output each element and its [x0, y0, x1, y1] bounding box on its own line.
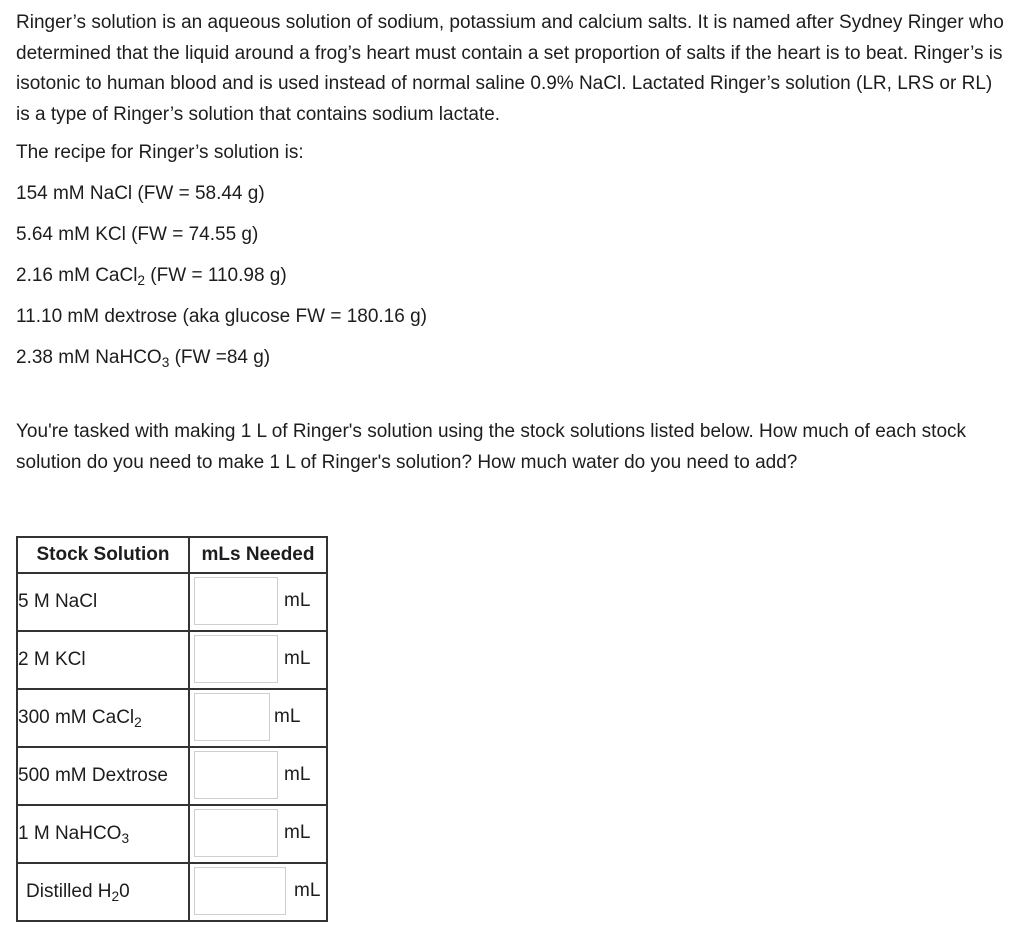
- ml-entry-cell: [189, 747, 327, 805]
- cacl2-ml-input[interactable]: [194, 693, 270, 741]
- water-ml-input[interactable]: [194, 867, 286, 915]
- table-row: [17, 747, 327, 805]
- stock-name: 1 M NaHCO$_3$: [17, 805, 189, 863]
- table-row: [17, 863, 327, 921]
- recipe-item: 2.16 mM CaCl$_2$ (FW = 110.98 g): [16, 265, 287, 288]
- table-row: [17, 573, 327, 631]
- intro-paragraph: Ringer’s solution is an aqueous solution of sodium, potassium and calcium salts. It is named after Sydney Ringer who determined that the liquid around a frog’s heart must contain a set proportion of salts if the heart is to beat. Ringer’s is isotonic to human blood and is used instead of normal saline 0.9% NaCl. Lactated Ringer’s solution (LR, LRS or RL) is a type of Ringer’s solution that contains sodium lactate.: [16, 12, 1004, 125]
- unit-label: mL: [284, 822, 311, 843]
- header-mls-needed: mLs Needed: [189, 537, 327, 573]
- recipe-list: [16, 179, 1011, 373]
- stock-solution-table: [16, 536, 328, 922]
- stock-name: 500 mM Dextrose: [17, 747, 189, 805]
- nahco3-ml-input[interactable]: [194, 809, 278, 857]
- ml-entry-cell: [189, 689, 327, 747]
- ml-entry-cell: [189, 863, 327, 921]
- table-row: [17, 631, 327, 689]
- unit-label: mL: [274, 706, 301, 727]
- recipe-item: 11.10 mM dextrose (aka glucose FW = 180.16 g): [16, 306, 427, 327]
- ml-entry-cell: [189, 573, 327, 631]
- header-stock-solution: Stock Solution: [17, 537, 189, 573]
- unit-label: mL: [284, 764, 311, 785]
- unit-label: mL: [284, 648, 311, 669]
- stock-name: 5 M NaCl: [17, 573, 189, 631]
- recipe-heading: The recipe for Ringer’s solution is:: [16, 142, 304, 163]
- ml-entry-cell: [189, 631, 327, 689]
- task-paragraph: You're tasked with making 1 L of Ringer's solution using the stock solutions listed below. How much of each stock solution do you need to make 1 L of Ringer's solution? How much water do you need to add?: [16, 421, 967, 473]
- kcl-ml-input[interactable]: [194, 635, 278, 683]
- recipe-item: 154 mM NaCl (FW = 58.44 g): [16, 183, 265, 204]
- table-header-row: [17, 537, 327, 573]
- stock-name: 300 mM CaCl$_2$: [17, 689, 189, 747]
- stock-name: 2 M KCl: [17, 631, 189, 689]
- dextrose-ml-input[interactable]: [194, 751, 278, 799]
- unit-label: mL: [284, 590, 311, 611]
- table-row: [17, 805, 327, 863]
- unit-label: mL: [294, 880, 321, 901]
- stock-name: Distilled $H_20$: [17, 863, 189, 921]
- recipe-item: 5.64 mM KCl (FW = 74.55 g): [16, 224, 259, 245]
- ml-entry-cell: [189, 805, 327, 863]
- problem-content: [16, 0, 1011, 478]
- recipe-item: 2.38 mM NaHCO$_3$ (FW =84 g): [16, 347, 271, 370]
- nacl-ml-input[interactable]: [194, 577, 278, 625]
- table-row: [17, 689, 327, 747]
